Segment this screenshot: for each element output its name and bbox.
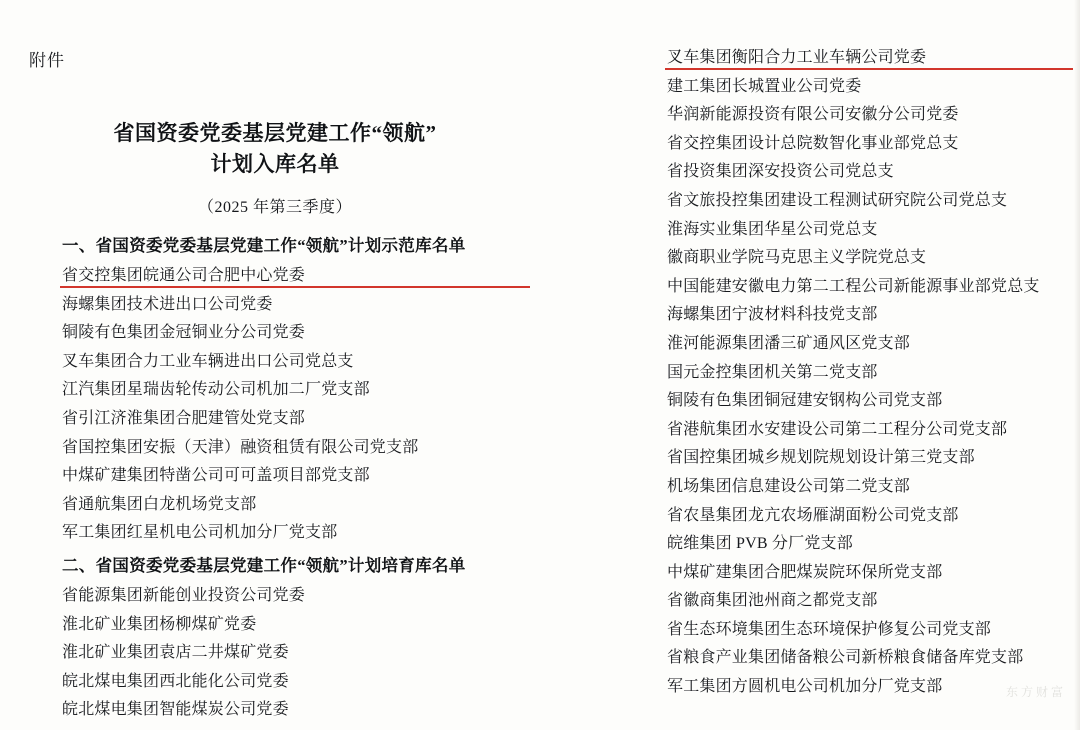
watermark: 东方财富 bbox=[1005, 685, 1066, 699]
list-item: 铜陵有色集团铜冠建安钢构公司党支部 bbox=[667, 392, 943, 410]
list-item: 铜陵有色集团金冠铜业分公司党委 bbox=[62, 324, 306, 342]
list-item: 省文旅投控集团建设工程测试研究院公司党总支 bbox=[667, 191, 1008, 209]
list-item: 省国控集团城乡规划院规划设计第三党支部 bbox=[667, 449, 975, 467]
list-item: 省农垦集团龙亢农场雁湖面粉公司党支部 bbox=[667, 506, 959, 524]
page-title-line2: 计划入库名单 bbox=[210, 152, 340, 176]
list-item: 省粮食产业集团储备粮公司新桥粮食储备库党支部 bbox=[667, 649, 1024, 667]
list-item: 国元金控集团机关第二党支部 bbox=[667, 363, 878, 381]
list-item: 省引江济淮集团合肥建管处党支部 bbox=[62, 409, 306, 427]
list-item: 淮海实业集团华星公司党总支 bbox=[667, 220, 878, 238]
list-item: 省投资集团深安投资公司党总支 bbox=[667, 163, 894, 181]
list-item: 海螺集团宁波材料科技党支部 bbox=[667, 306, 878, 324]
list-item: 省港航集团水安建设公司第二工程分公司党支部 bbox=[667, 420, 1008, 438]
list-item: 淮北矿业集团杨柳煤矿党委 bbox=[62, 615, 257, 633]
page-subtitle: （2025 年第三季度） bbox=[197, 199, 352, 216]
list-item: 徽商职业学院马克思主义学院党总支 bbox=[667, 249, 927, 267]
list-item: 省徽商集团池州商之都党支部 bbox=[667, 592, 878, 610]
list-item: 省生态环境集团生态环境保护修复公司党支部 bbox=[667, 620, 992, 638]
list-item: 淮北矿业集团袁店二井煤矿党委 bbox=[62, 644, 289, 662]
list-item: 叉车集团合力工业车辆进出口公司党总支 bbox=[62, 352, 354, 370]
page-title-line1: 省国资委党委基层党建工作“领航” bbox=[113, 121, 437, 145]
list-item: 叉车集团衡阳合力工业车辆公司党委 bbox=[667, 44, 1067, 73]
list-item: 中煤矿建集团合肥煤炭院环保所党支部 bbox=[667, 563, 943, 581]
section-heading-1: 一、省国资委党委基层党建工作“领航”计划示范库名单 bbox=[62, 236, 466, 255]
section-heading-2: 二、省国资委党委基层党建工作“领航”计划培育库名单 bbox=[62, 555, 466, 575]
list-item: 中国能建安徽电力第二工程公司新能源事业部党总支 bbox=[667, 277, 1040, 295]
list-item: 中煤矿建集团特凿公司可可盖项目部党支部 bbox=[62, 467, 370, 485]
list-item: 省交控集团设计总院数智化事业部党总支 bbox=[667, 134, 959, 152]
page-right-edge-shadow bbox=[1074, 0, 1080, 730]
list-item: 省交控集团皖通公司合肥中心党委 bbox=[62, 262, 532, 291]
list-item: 淮河能源集团潘三矿通风区党支部 bbox=[667, 334, 911, 352]
list-item: 江汽集团星瑞齿轮传动公司机加二厂党支部 bbox=[62, 381, 370, 399]
left-column-body bbox=[62, 228, 532, 725]
list-item: 皖北煤电集团智能煤炭公司党委 bbox=[62, 701, 289, 719]
list-item: 机场集团信息建设公司第二党支部 bbox=[667, 477, 911, 495]
list-item: 皖维集团 PVB 分厂党支部 bbox=[667, 535, 853, 553]
document-column-right bbox=[551, 0, 1080, 730]
right-column-body bbox=[667, 44, 1067, 702]
attachment-label: 附件 bbox=[29, 51, 65, 70]
list-item: 建工集团长城置业公司党委 bbox=[667, 77, 862, 95]
list-item: 海螺集团技术进出口公司党委 bbox=[62, 295, 273, 313]
list-item: 军工集团红星机电公司机加分厂党支部 bbox=[62, 524, 338, 542]
list-item: 省通航集团白龙机场党支部 bbox=[62, 495, 257, 513]
list-item: 省能源集团新能创业投资公司党委 bbox=[62, 586, 306, 604]
list-item: 省国控集团安振（天津）融资租赁有限公司党支部 bbox=[62, 438, 419, 456]
list-item: 皖北煤电集团西北能化公司党委 bbox=[62, 672, 289, 690]
list-item: 华润新能源投资有限公司安徽分公司党委 bbox=[667, 106, 959, 124]
list-item: 军工集团方圆机电公司机加分厂党支部 bbox=[667, 678, 943, 696]
title-block bbox=[60, 118, 490, 217]
